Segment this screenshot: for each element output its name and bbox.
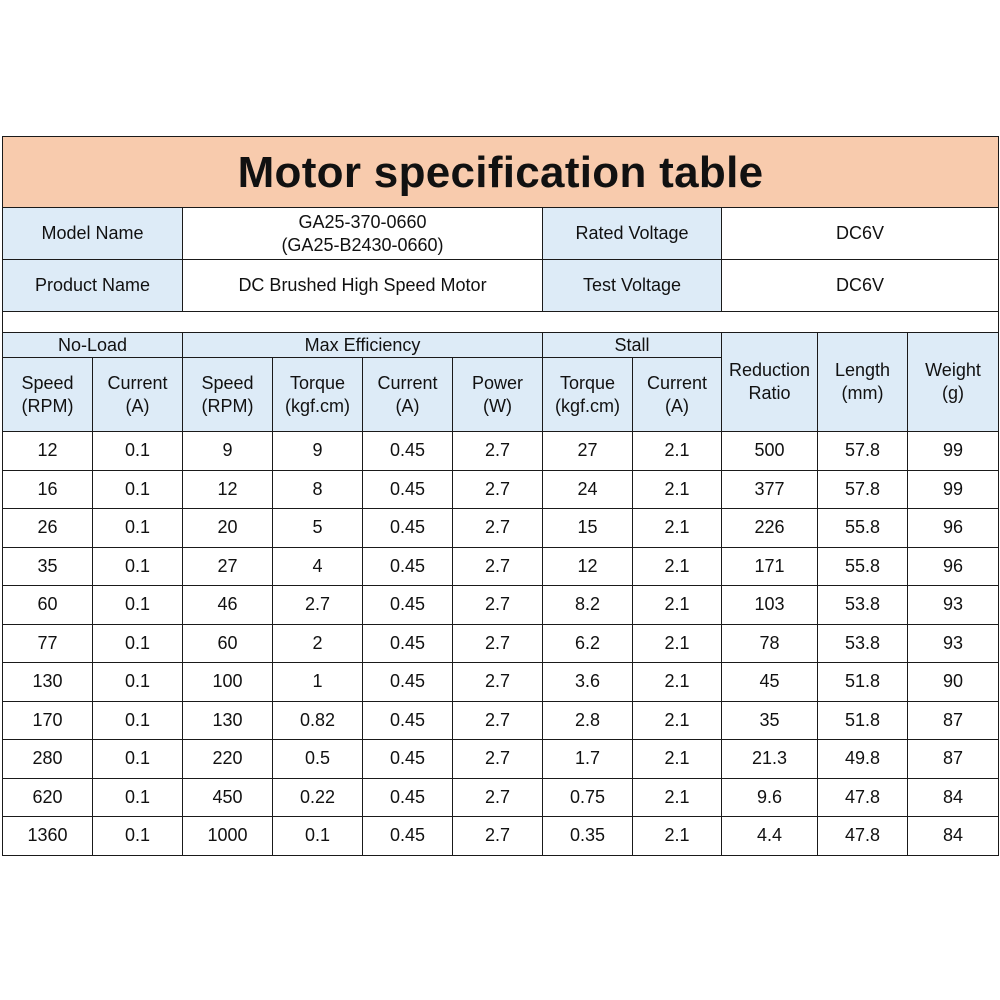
table-cell: 0.45 bbox=[363, 624, 453, 663]
model-name-line2: (GA25-B2430-0660) bbox=[281, 234, 444, 255]
table-cell: 171 bbox=[722, 547, 818, 586]
table-cell: 0.82 bbox=[273, 701, 363, 740]
table-cell: 1.7 bbox=[543, 740, 633, 779]
table-cell: 100 bbox=[183, 663, 273, 702]
col-header-stall-torque: Torque (kgf.cm) bbox=[543, 358, 633, 432]
table-cell: 55.8 bbox=[818, 509, 908, 548]
table-cell: 2.7 bbox=[453, 817, 543, 856]
table-cell: 1360 bbox=[3, 817, 93, 856]
table-cell: 99 bbox=[908, 432, 999, 471]
table-cell: 377 bbox=[722, 470, 818, 509]
table-cell: 20 bbox=[183, 509, 273, 548]
table-cell: 0.45 bbox=[363, 432, 453, 471]
table-row bbox=[3, 624, 999, 663]
table-cell: 103 bbox=[722, 586, 818, 625]
table-cell: 12 bbox=[543, 547, 633, 586]
rated-voltage-label: Rated Voltage bbox=[543, 208, 722, 260]
col-header-stall-current: Current (A) bbox=[633, 358, 722, 432]
table-cell: 49.8 bbox=[818, 740, 908, 779]
table-cell: 96 bbox=[908, 509, 999, 548]
table-cell: 0.1 bbox=[93, 547, 183, 586]
table-cell: 8.2 bbox=[543, 586, 633, 625]
table-cell: 2.1 bbox=[633, 509, 722, 548]
table-cell: 0.45 bbox=[363, 701, 453, 740]
table-cell: 130 bbox=[183, 701, 273, 740]
table-cell: 0.35 bbox=[543, 817, 633, 856]
col-header-eff-torque: Torque (kgf.cm) bbox=[273, 358, 363, 432]
table-cell: 2.1 bbox=[633, 817, 722, 856]
table-cell: 130 bbox=[3, 663, 93, 702]
table-cell: 2.7 bbox=[273, 586, 363, 625]
table-cell: 620 bbox=[3, 778, 93, 817]
table-cell: 500 bbox=[722, 432, 818, 471]
group-stall: Stall bbox=[543, 333, 722, 358]
table-cell: 0.45 bbox=[363, 740, 453, 779]
table-cell: 0.1 bbox=[93, 740, 183, 779]
table-cell: 2.7 bbox=[453, 586, 543, 625]
table-cell: 2.1 bbox=[633, 701, 722, 740]
table-cell: 9 bbox=[273, 432, 363, 471]
table-cell: 9 bbox=[183, 432, 273, 471]
table-cell: 78 bbox=[722, 624, 818, 663]
table-cell: 2.7 bbox=[453, 778, 543, 817]
table-cell: 4.4 bbox=[722, 817, 818, 856]
table-cell: 93 bbox=[908, 624, 999, 663]
table-cell: 0.1 bbox=[93, 586, 183, 625]
table-cell: 77 bbox=[3, 624, 93, 663]
table-row bbox=[3, 740, 999, 779]
table-cell: 2.7 bbox=[453, 663, 543, 702]
table-cell: 2.7 bbox=[453, 432, 543, 471]
table-cell: 15 bbox=[543, 509, 633, 548]
table-row bbox=[3, 586, 999, 625]
rated-voltage-value: DC6V bbox=[722, 208, 999, 260]
table-cell: 0.1 bbox=[93, 624, 183, 663]
table-cell: 0.22 bbox=[273, 778, 363, 817]
table-row bbox=[3, 778, 999, 817]
table-cell: 93 bbox=[908, 586, 999, 625]
table-cell: 1000 bbox=[183, 817, 273, 856]
table-cell: 170 bbox=[3, 701, 93, 740]
table-cell: 53.8 bbox=[818, 624, 908, 663]
table-cell: 0.1 bbox=[93, 432, 183, 471]
table-cell: 60 bbox=[183, 624, 273, 663]
table-cell: 226 bbox=[722, 509, 818, 548]
table-cell: 2.7 bbox=[453, 470, 543, 509]
table-cell: 3.6 bbox=[543, 663, 633, 702]
table-cell: 2.1 bbox=[633, 432, 722, 471]
table-cell: 0.45 bbox=[363, 778, 453, 817]
col-header-eff-power: Power (W) bbox=[453, 358, 543, 432]
group-max-efficiency: Max Efficiency bbox=[183, 333, 543, 358]
table-cell: 0.1 bbox=[93, 817, 183, 856]
table-cell: 47.8 bbox=[818, 778, 908, 817]
col-header-length: Length (mm) bbox=[818, 333, 908, 432]
table-cell: 27 bbox=[543, 432, 633, 471]
table-cell: 96 bbox=[908, 547, 999, 586]
table-cell: 0.1 bbox=[93, 701, 183, 740]
table-row bbox=[3, 701, 999, 740]
table-cell: 2 bbox=[273, 624, 363, 663]
table-cell: 0.45 bbox=[363, 470, 453, 509]
product-name-value: DC Brushed High Speed Motor bbox=[183, 260, 543, 312]
table-cell: 2.8 bbox=[543, 701, 633, 740]
table-cell: 450 bbox=[183, 778, 273, 817]
table-row bbox=[3, 432, 999, 471]
spacer-row bbox=[3, 312, 999, 333]
table-cell: 0.45 bbox=[363, 509, 453, 548]
title-row bbox=[3, 137, 999, 208]
table-cell: 45 bbox=[722, 663, 818, 702]
table-cell: 0.1 bbox=[93, 509, 183, 548]
model-row bbox=[3, 208, 999, 260]
table-cell: 2.7 bbox=[453, 547, 543, 586]
table-row bbox=[3, 470, 999, 509]
spacer-cell bbox=[3, 312, 999, 333]
table-cell: 12 bbox=[183, 470, 273, 509]
table-cell: 90 bbox=[908, 663, 999, 702]
table-cell: 47.8 bbox=[818, 817, 908, 856]
table-cell: 87 bbox=[908, 701, 999, 740]
table-cell: 2.7 bbox=[453, 701, 543, 740]
table-cell: 84 bbox=[908, 778, 999, 817]
table-cell: 2.1 bbox=[633, 663, 722, 702]
table-row bbox=[3, 817, 999, 856]
table-cell: 2.1 bbox=[633, 740, 722, 779]
table-cell: 2.7 bbox=[453, 509, 543, 548]
table-cell: 57.8 bbox=[818, 432, 908, 471]
model-name-value bbox=[183, 208, 543, 260]
table-cell: 27 bbox=[183, 547, 273, 586]
table-cell: 51.8 bbox=[818, 663, 908, 702]
table-cell: 60 bbox=[3, 586, 93, 625]
table-row bbox=[3, 663, 999, 702]
model-name-line1: GA25-370-0660 bbox=[298, 211, 427, 232]
table-cell: 0.45 bbox=[363, 547, 453, 586]
table-cell: 1 bbox=[273, 663, 363, 702]
table-cell: 12 bbox=[3, 432, 93, 471]
table-cell: 280 bbox=[3, 740, 93, 779]
col-header-noload-current: Current (A) bbox=[93, 358, 183, 432]
table-cell: 0.1 bbox=[93, 663, 183, 702]
table-cell: 2.1 bbox=[633, 624, 722, 663]
col-header-eff-current: Current (A) bbox=[363, 358, 453, 432]
table-cell: 16 bbox=[3, 470, 93, 509]
table-cell: 21.3 bbox=[722, 740, 818, 779]
table-cell: 2.7 bbox=[453, 740, 543, 779]
table-cell: 6.2 bbox=[543, 624, 633, 663]
table-cell: 8 bbox=[273, 470, 363, 509]
table-cell: 2.7 bbox=[453, 624, 543, 663]
table-cell: 0.5 bbox=[273, 740, 363, 779]
test-voltage-value: DC6V bbox=[722, 260, 999, 312]
table-cell: 0.45 bbox=[363, 586, 453, 625]
table-cell: 0.75 bbox=[543, 778, 633, 817]
table-cell: 0.1 bbox=[273, 817, 363, 856]
table-cell: 26 bbox=[3, 509, 93, 548]
table-cell: 46 bbox=[183, 586, 273, 625]
table-row bbox=[3, 547, 999, 586]
table-cell: 53.8 bbox=[818, 586, 908, 625]
table-cell: 35 bbox=[722, 701, 818, 740]
col-header-reduction-ratio: Reduction Ratio bbox=[722, 333, 818, 432]
motor-spec-table bbox=[2, 136, 999, 856]
col-header-eff-speed: Speed (RPM) bbox=[183, 358, 273, 432]
table-cell: 24 bbox=[543, 470, 633, 509]
table-cell: 84 bbox=[908, 817, 999, 856]
table-cell: 57.8 bbox=[818, 470, 908, 509]
table-cell: 4 bbox=[273, 547, 363, 586]
table-cell: 0.1 bbox=[93, 470, 183, 509]
table-cell: 2.1 bbox=[633, 778, 722, 817]
product-row bbox=[3, 260, 999, 312]
table-cell: 2.1 bbox=[633, 586, 722, 625]
col-header-weight: Weight (g) bbox=[908, 333, 999, 432]
motor-spec-sheet bbox=[2, 136, 998, 856]
table-cell: 0.45 bbox=[363, 817, 453, 856]
product-name-label: Product Name bbox=[3, 260, 183, 312]
table-cell: 0.1 bbox=[93, 778, 183, 817]
table-cell: 5 bbox=[273, 509, 363, 548]
table-cell: 220 bbox=[183, 740, 273, 779]
test-voltage-label: Test Voltage bbox=[543, 260, 722, 312]
group-no-load: No-Load bbox=[3, 333, 183, 358]
table-cell: 2.1 bbox=[633, 470, 722, 509]
model-name-label: Model Name bbox=[3, 208, 183, 260]
table-cell: 9.6 bbox=[722, 778, 818, 817]
table-cell: 51.8 bbox=[818, 701, 908, 740]
table-cell: 99 bbox=[908, 470, 999, 509]
group-header-row bbox=[3, 333, 999, 358]
table-cell: 87 bbox=[908, 740, 999, 779]
table-row bbox=[3, 509, 999, 548]
table-title: Motor specification table bbox=[3, 137, 999, 208]
table-cell: 2.1 bbox=[633, 547, 722, 586]
table-cell: 35 bbox=[3, 547, 93, 586]
table-cell: 55.8 bbox=[818, 547, 908, 586]
col-header-noload-speed: Speed (RPM) bbox=[3, 358, 93, 432]
table-cell: 0.45 bbox=[363, 663, 453, 702]
